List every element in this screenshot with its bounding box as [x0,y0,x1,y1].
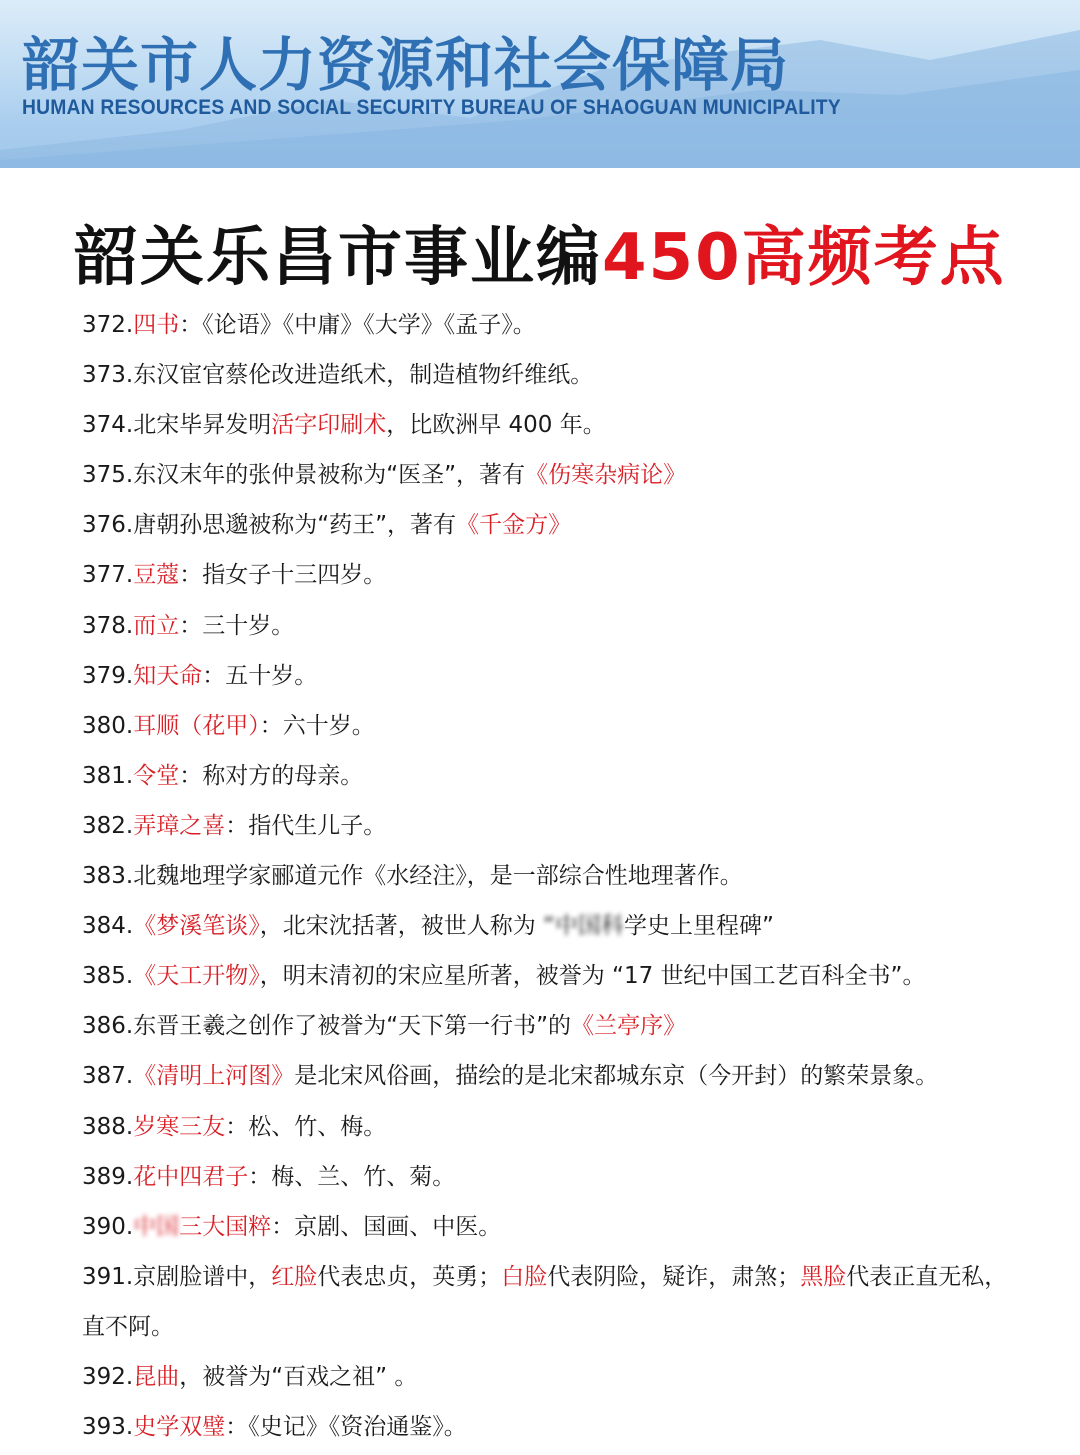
highlight-text: 而立 [133,612,180,639]
list-item [82,904,1080,954]
item-text: “中国科 [543,913,624,940]
item-text: 北宋毕昇发明 [133,412,272,439]
highlight-text: 中国 [133,1213,180,1240]
highlight-text: 《梦溪笔谈》 [133,913,260,940]
list-item [82,353,1080,403]
item-number: 386. [82,1013,134,1040]
list-item [82,1305,1080,1355]
item-text: 学史上里程碑” [623,913,774,940]
list-item [82,553,1080,603]
item-text: 北魏地理学家郦道元作《水经注》，是一部综合性地理著作。 [133,863,743,890]
list-item [82,754,1080,804]
item-text: 京剧脸谱中， [133,1263,272,1290]
highlight-text: 史学双璧 [133,1414,226,1441]
item-text: ：三十岁。 [179,612,295,639]
list-item [82,503,1080,553]
item-number: 384. [82,913,134,940]
highlight-text: 活字印刷术 [271,412,387,439]
item-text: 代表正直无私， [846,1263,1008,1290]
highlight-text: 《兰亭序》 [571,1013,687,1040]
list-item [82,954,1080,1004]
item-number: 374. [82,412,134,439]
list-item [82,1405,1080,1455]
item-text: 直不阿。 [82,1313,174,1340]
list-item [82,1355,1080,1405]
item-text: ：《论语》《中庸》《大学》《孟子》。 [179,312,536,338]
item-text: ：《史记》《资治通鉴》。 [225,1414,467,1441]
item-text: ：指女子十三四岁。 [179,562,387,589]
list-item [82,1004,1080,1054]
item-text: ，被誉为“百戏之祖” 。 [179,1363,418,1390]
banner-title: 韶关市人力资源和社会保障局 [22,31,790,99]
item-text: ，北宋沈括著，被世人称为 [259,913,544,940]
item-number: 393. [82,1414,134,1441]
highlight-text: 《伤寒杂病论》 [525,462,687,489]
item-number: 387. [82,1063,134,1090]
knowledge-list [82,303,1080,1455]
item-text: ：松、竹、梅。 [225,1113,387,1140]
item-number: 378. [82,612,134,639]
list-item [82,303,1080,353]
item-number: 391. [82,1263,134,1290]
item-text: 是北宋风俗画，描绘的是北宋都城东京（今开封）的繁荣景象。 [294,1063,939,1090]
item-number: 385. [82,963,134,990]
item-text: 唐朝孙思邈被称为“药王”，著有 [133,512,457,539]
highlight-text: 岁寒三友 [133,1113,226,1140]
item-number: 377. [82,562,134,589]
item-number: 372. [82,312,134,338]
highlight-text: 弄璋之喜 [133,812,226,839]
highlight-text: 耳顺（花甲） [133,712,260,739]
item-number: 375. [82,462,134,489]
highlight-text: 红脸 [271,1263,318,1290]
item-number: 389. [82,1163,134,1190]
list-item [82,704,1080,754]
list-item [82,1205,1080,1255]
item-text: ，明末清初的宋应星所著，被誉为 “17 世纪中国工艺百科全书”。 [259,963,926,990]
item-text: ：梅、兰、竹、菊。 [248,1163,456,1190]
page-title [74,206,1006,298]
item-number: 390. [82,1213,134,1240]
list-item [82,1255,1080,1305]
highlight-text: 《天工开物》 [133,963,260,990]
highlight-text: 《清明上河图》 [133,1063,295,1090]
item-text: ：京剧、国画、中医。 [271,1213,502,1240]
highlight-text: 《千金方》 [456,512,572,539]
item-number: 373. [82,362,134,389]
header-banner [0,0,1080,168]
item-number: 383. [82,863,134,890]
item-number: 380. [82,712,134,739]
item-text: 代表忠贞，英勇； [317,1263,502,1290]
highlight-text: 白脸 [501,1263,548,1290]
highlight-text: 四书 [133,312,180,338]
item-text: 代表阴险，疑诈，肃煞； [547,1263,801,1290]
item-text: ：指代生儿子。 [225,812,387,839]
item-text: ：称对方的母亲。 [179,762,364,789]
list-item [82,654,1080,704]
list-item [82,1105,1080,1155]
list-item [82,1155,1080,1205]
page-title-black: 韶关乐昌市事业编 [74,221,602,295]
item-number: 376. [82,512,134,539]
highlight-text: 黑脸 [800,1263,847,1290]
item-number: 382. [82,812,134,839]
list-item [82,1054,1080,1104]
item-number: 388. [82,1113,134,1140]
highlight-text: 昆曲 [133,1363,180,1390]
highlight-text: 豆蔻 [133,562,180,589]
item-text: ，比欧洲早 400 年。 [386,412,606,439]
list-item [82,403,1080,453]
item-number: 381. [82,762,134,789]
banner-subtitle: HUMAN RESOURCES AND SOCIAL SECURITY BUREAU OF SHAOGUAN MUNICIPALITY [22,96,841,119]
highlight-text: 三大国粹 [179,1213,272,1240]
list-item [82,453,1080,503]
item-number: 379. [82,662,134,689]
item-text: 东晋王羲之创作了被誉为“天下第一行书”的 [133,1013,572,1040]
item-text: ：六十岁。 [259,712,375,739]
highlight-text: 令堂 [133,762,180,789]
highlight-text: 知天命 [133,662,203,689]
list-item [82,854,1080,904]
list-item [82,804,1080,854]
item-number: 392. [82,1363,134,1390]
item-text: 东汉末年的张仲景被称为“医圣”，著有 [133,462,526,489]
item-text: 东汉宦官蔡伦改进造纸术，制造植物纤维纸。 [133,362,594,389]
page-title-red: 450高频考点 [602,221,1006,295]
highlight-text: 花中四君子 [133,1163,249,1190]
item-text: ：五十岁。 [202,662,318,689]
list-item [82,604,1080,654]
